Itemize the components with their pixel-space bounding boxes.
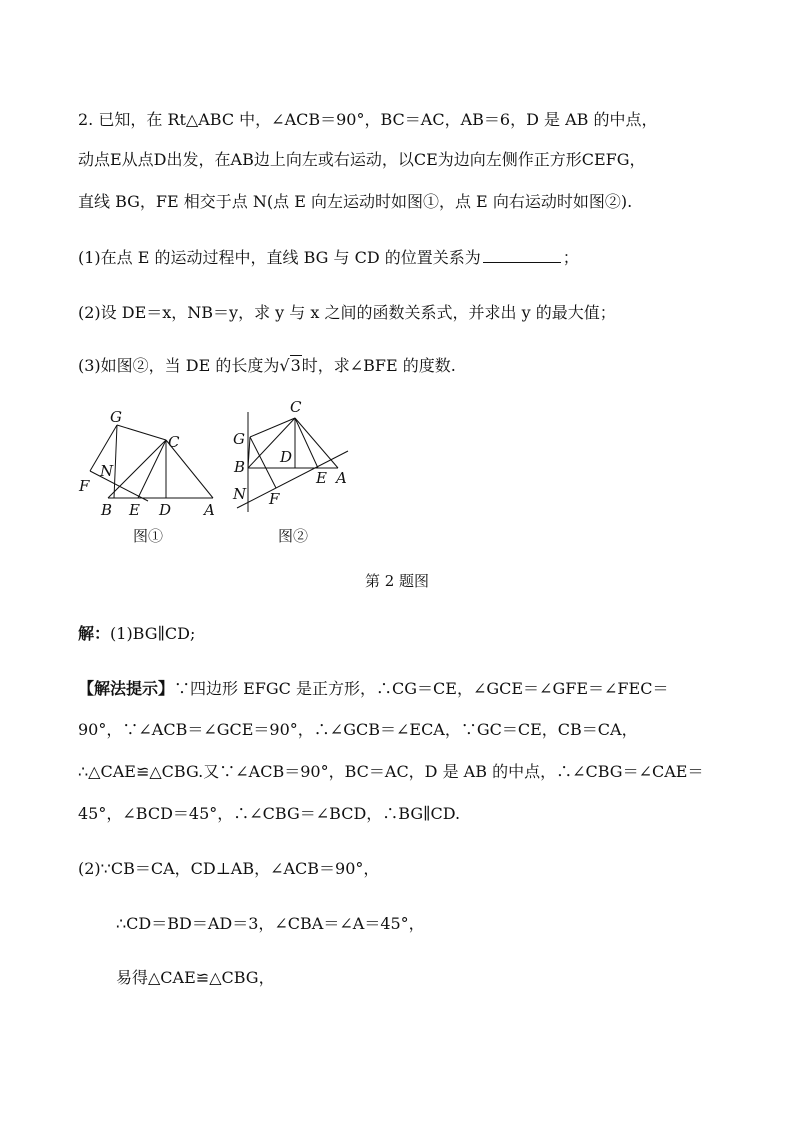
fig1-line-CE xyxy=(138,440,166,498)
solution-answer-1: (1)BG∥CD; xyxy=(110,624,196,643)
fig1-label-D: D xyxy=(159,501,172,519)
fig1-label-F: F xyxy=(79,477,90,495)
fig2-label-B: B xyxy=(234,458,246,476)
problem-line-2: 动点E从点D出发，在AB边上向左或右运动，以CE为边向左侧作正方形CEFG， xyxy=(78,150,646,169)
fig2-label-E: E xyxy=(316,469,327,487)
hint-line-3: ∴△CAE≌△CBG.又∵∠ACB＝90°，BC＝AC，D 是 AB 的中点，∴∠CBG＝∠CAE＝ xyxy=(78,762,704,781)
hint-line-1 xyxy=(78,679,668,699)
hint-line-2: 90°，∵∠ACB＝∠GCE＝90°，∴∠GCB＝∠ECA，∵GC＝CE，CB＝CA， xyxy=(78,720,638,739)
sqrt-radicand: 3 xyxy=(290,356,301,375)
question-1-text: (1)在点 E 的运动过程中，直线 BG 与 CD 的位置关系为 xyxy=(78,248,481,267)
fig1-label-G: G xyxy=(110,408,122,426)
question-3-pre: (3)如图②，当 DE 的长度为 xyxy=(78,356,280,375)
sqrt-expression: √3 xyxy=(279,356,301,375)
solution-2-line-1: (2)∵CB＝CA，CD⊥AB，∠ACB＝90°， xyxy=(78,859,380,878)
problem-line-1: 2. 已知，在 Rt△ABC 中，∠ACB＝90°，BC＝AC，AB＝6，D 是 AB 的中点， xyxy=(78,110,658,129)
solution-2-line-2: ∴CD＝BD＝AD＝3，∠CBA＝∠A＝45°， xyxy=(116,914,425,933)
solution-label: 解： xyxy=(78,624,111,643)
question-3-post: 时，求∠BFE 的度数. xyxy=(301,356,456,375)
question-2: (2)设 DE＝x，NB＝y，求 y 与 x 之间的函数关系式，并求出 y 的最大值； xyxy=(78,303,616,322)
fig2-line-CE xyxy=(295,418,318,468)
fig1-label-E: E xyxy=(129,501,140,519)
solution-part-1 xyxy=(78,624,195,644)
fig1-line-FE xyxy=(90,471,148,501)
fig1-label-A: A xyxy=(204,501,215,519)
figure-2 xyxy=(237,412,348,512)
figure-caption: 第 2 题图 xyxy=(364,572,430,590)
fig1-label-B: B xyxy=(101,501,113,519)
fig2-line-NE xyxy=(237,451,348,508)
fig1-line-GC xyxy=(117,425,166,440)
question-3 xyxy=(78,356,456,376)
geometry-figures xyxy=(70,395,370,545)
fig2-label-N: N xyxy=(233,485,247,503)
hint-label: 【解法提示】 xyxy=(78,679,175,698)
hint-line-4: 45°，∠BCD＝45°，∴∠CBG＝∠BCD，∴BG∥CD. xyxy=(78,804,461,823)
fig2-caption: 图② xyxy=(278,527,309,545)
figure-1-labels xyxy=(78,408,215,545)
figure xyxy=(70,395,370,549)
hint-text-1: ∵四边形 EFGC 是正方形，∴CG＝CE，∠GCE＝∠GFE＝∠FEC＝ xyxy=(174,679,669,698)
solution-2-line-3: 易得△CAE≌△CBG， xyxy=(116,968,275,987)
fig2-label-A: A xyxy=(336,469,347,487)
fig1-caption: 图① xyxy=(133,527,164,545)
fig1-line-BC xyxy=(108,440,166,498)
answer-blank xyxy=(483,248,561,263)
fig2-line-GC xyxy=(250,418,295,437)
fig2-line-CA xyxy=(295,418,338,468)
fig1-label-C: C xyxy=(168,433,180,451)
fig2-label-F: F xyxy=(269,490,280,508)
fig1-label-N: N xyxy=(100,462,114,480)
problem-line-3: 直线 BG，FE 相交于点 N(点 E 向左运动时如图①，点 E 向右运动时如图②). xyxy=(78,192,633,211)
question-1-end: ； xyxy=(562,248,579,267)
fig1-line-GB xyxy=(114,425,117,498)
question-1 xyxy=(78,248,579,268)
fig2-line-GF xyxy=(250,437,276,488)
fig2-label-G: G xyxy=(233,430,245,448)
fig2-label-C: C xyxy=(290,398,302,416)
fig2-label-D: D xyxy=(280,448,293,466)
